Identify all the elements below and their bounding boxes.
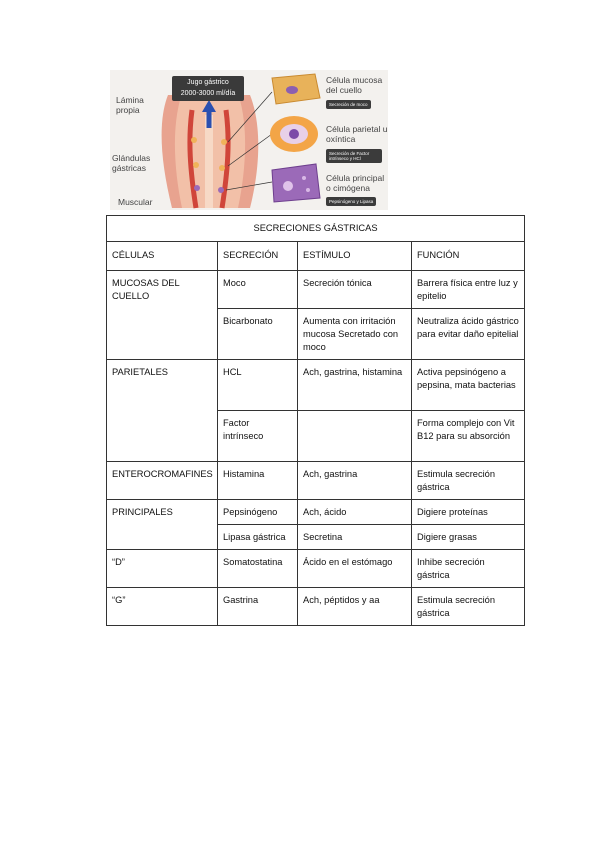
table-row [107, 462, 525, 500]
cell2-title: Célula parietal u oxíntica [326, 124, 388, 144]
cell-type: PARIETALES [107, 360, 218, 462]
cell1-pill: Secreción de moco [326, 100, 371, 109]
secretion-cell: HCL [218, 360, 298, 411]
function-cell: Estimula secreción gástrica [412, 588, 525, 626]
stimulus-cell: Ach, gastrina [298, 462, 412, 500]
function-cell: Inhibe secreción gástrica [412, 550, 525, 588]
function-cell: Neutraliza ácido gástrico para evitar daño epitelial [412, 309, 525, 360]
gastric-glands-illustration [110, 70, 388, 210]
parietal-cell-drawing [270, 116, 318, 152]
table-caption-row [107, 216, 525, 242]
table-row [107, 360, 525, 411]
mucosa-cell-drawing [272, 74, 320, 104]
header-estimulo: ESTÍMULO [298, 242, 412, 271]
function-cell: Activa pepsinógeno a pepsina, mata bacterias [412, 360, 525, 411]
stimulus-cell: Secreción tónica [298, 271, 412, 309]
stimulus-cell: Ácido en el estómago [298, 550, 412, 588]
stimulus-cell: Ach, gastrina, histamina [298, 360, 412, 411]
secretion-cell: Pepsinógeno [218, 500, 298, 525]
table-header-row [107, 242, 525, 271]
header-funcion: FUNCIÓN [412, 242, 525, 271]
function-cell: Forma complejo con Vit B12 para su absorción [412, 411, 525, 462]
secretion-cell: Somatostatina [218, 550, 298, 588]
function-cell: Estimula secreción gástrica [412, 462, 525, 500]
table-row [107, 550, 525, 588]
header-secrecion: SECRECIÓN [218, 242, 298, 271]
table-row [107, 271, 525, 309]
table-row [107, 588, 525, 626]
cell-type: ENTEROCROMAFINES [107, 462, 218, 500]
cell-type: MUCOSAS DEL CUELLO [107, 271, 218, 360]
function-cell: Digiere proteínas [412, 500, 525, 525]
cell-type: PRINCIPALES [107, 500, 218, 550]
gastric-secretions-table [106, 215, 525, 626]
label-lamina-propia: Lámina propia [116, 95, 144, 115]
banner-line1: Jugo gástrico [187, 79, 229, 86]
cell-type: “D” [107, 550, 218, 588]
banner-line2: 2000-3000 ml/día [180, 90, 236, 97]
stimulus-cell: Secretina [298, 525, 412, 550]
stimulus-cell: Ach, ácido [298, 500, 412, 525]
principal-cell-drawing [272, 164, 320, 202]
header-celulas: CÉLULAS [107, 242, 218, 271]
label-muscular: Muscular [118, 197, 153, 207]
secretion-cell: Histamina [218, 462, 298, 500]
secretion-cell: Gastrina [218, 588, 298, 626]
cell1-title: Célula mucosa del cuello [326, 75, 383, 95]
stimulus-cell: Ach, péptidos y aa [298, 588, 412, 626]
label-glandulas-gastricas: Glándulas gástricas [112, 153, 151, 173]
cell3-title: Célula principal o cimógena [326, 173, 385, 193]
function-cell: Barrera física entre luz y epitelio [412, 271, 525, 309]
cell2-pill: Secreción de Factor intrínseco y HCl [326, 149, 382, 163]
stimulus-cell [298, 411, 412, 462]
table-row [107, 500, 525, 525]
secretion-cell: Factor intrínseco [218, 411, 298, 462]
cell-type: “G” [107, 588, 218, 626]
secretion-cell: Moco [218, 271, 298, 309]
stimulus-cell: Aumenta con irritación mucosa Secretado con moco [298, 309, 412, 360]
secretion-cell: Bicarbonato [218, 309, 298, 360]
gastric-juice-banner [172, 76, 244, 101]
secretion-cell: Lipasa gástrica [218, 525, 298, 550]
table-caption: SECRECIONES GÁSTRICAS [107, 216, 525, 242]
function-cell: Digiere grasas [412, 525, 525, 550]
cell3-pill: Pepsinógeno y Lipasa [326, 197, 376, 206]
